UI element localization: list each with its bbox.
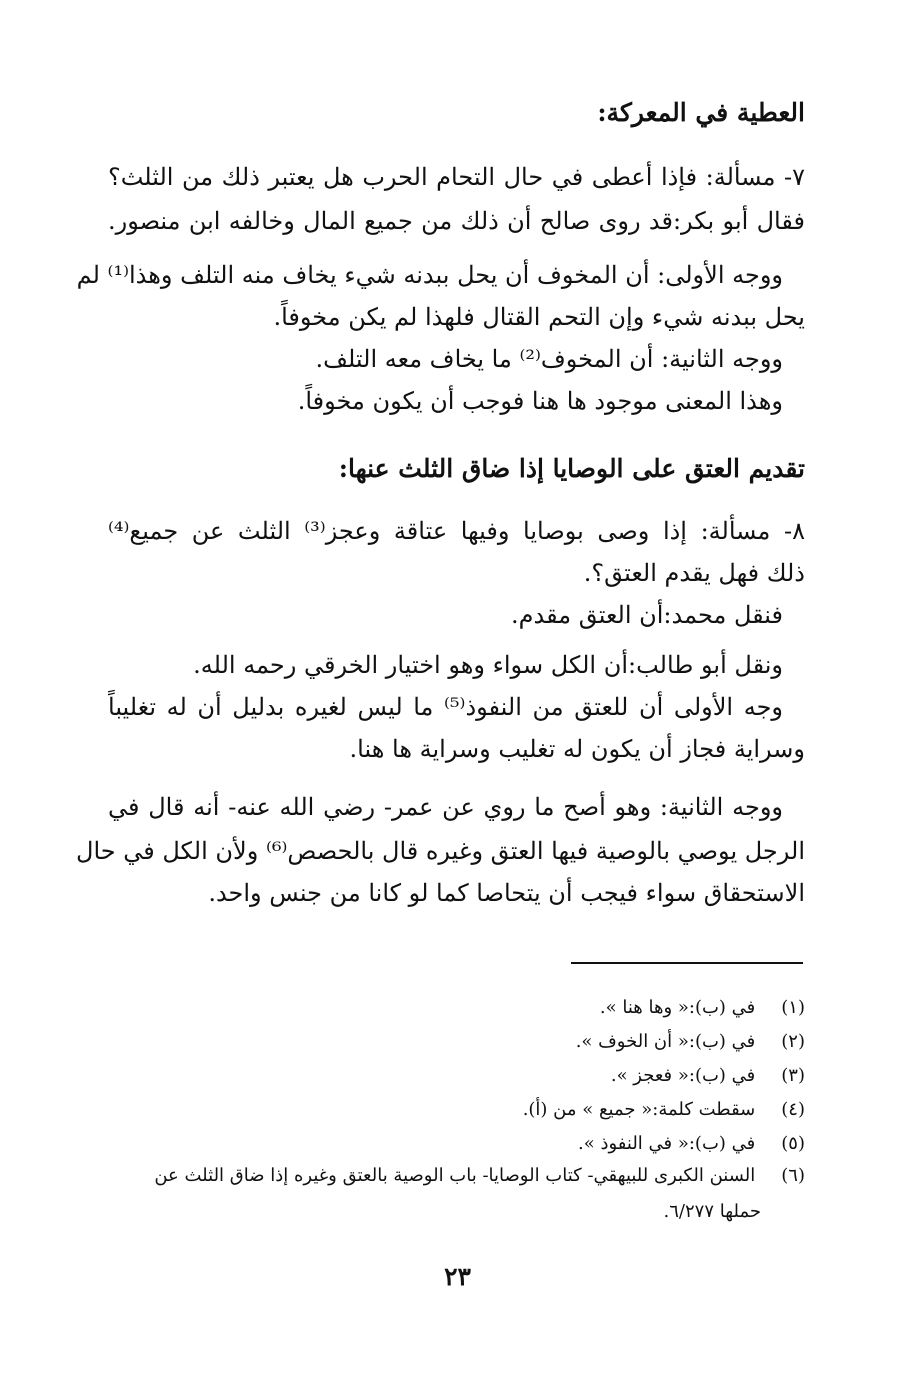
issue-8-line-1: ٨- مسألة: إذا وصى بوصايا وفيها عتاقة وعجز⁽³⁾ الثلث عن جميع⁽⁴⁾	[108, 517, 806, 545]
footnote-text: في (ب):« وها هنا ».	[599, 997, 756, 1018]
muhammad-report: فنقل محمد:أن العتق مقدم.	[510, 601, 783, 629]
footnote-5	[578, 1130, 805, 1158]
issue-7-line-2: فقال أبو بكر:قد روى صالح أن ذلك من جميع المال وخالفه ابن منصور.	[108, 207, 805, 235]
footnote-number: (٣)	[781, 1065, 805, 1086]
footnote-3	[611, 1062, 805, 1090]
footnote-text: في (ب):« في النفوذ ».	[578, 1133, 756, 1154]
first-view-line-2: يحل ببدنه شيء وإن التحم القتال فلهذا لم يكن مخوفاً.	[273, 303, 805, 331]
footnote-number: (٢)	[781, 1031, 805, 1052]
first-reasoning-line-1: وجه الأولى أن للعتق من النفوذ⁽⁵⁾ ما ليس لغيره بدليل أن له تغليباً	[108, 693, 784, 721]
second-view-line-2: وهذا المعنى موجود ها هنا فوجب أن يكون مخوفاً.	[297, 387, 783, 415]
footnote-1	[600, 994, 805, 1022]
footnote-6-continuation: حملها ٦/٢٧٧.	[663, 1201, 761, 1222]
footnote-number: (٤)	[781, 1099, 805, 1120]
footnote-2	[576, 1028, 805, 1056]
page-number: ٢٣	[444, 1262, 471, 1291]
heading-manumission-precedence: تقديم العتق على الوصايا إذا ضاق الثلث عنها:	[338, 454, 805, 483]
footnote-6	[154, 1162, 805, 1190]
issue-7-line-1: ٧- مسألة: فإذا أعطى في حال التحام الحرب هل يعتبر ذلك من الثلث؟	[108, 163, 805, 191]
footnote-number: (١)	[781, 997, 805, 1018]
footnote-4	[523, 1096, 805, 1124]
footnote-text: في (ب):« أن الخوف ».	[575, 1031, 756, 1052]
footnote-divider	[571, 962, 803, 964]
second-reasoning-line-1: ووجه الثانية: وهو أصح ما روي عن عمر- رضي الله عنه- أنه قال في	[108, 793, 783, 821]
footnote-text: السنن الكبرى للبيهقي- كتاب الوصايا- باب الوصية بالعتق وغيره إذا ضاق الثلث عن	[154, 1165, 756, 1186]
footnote-number: (٥)	[781, 1133, 805, 1154]
footnote-text: سقطت كلمة:« جميع » من (أ).	[522, 1099, 756, 1120]
abu-talib-report: ونقل أبو طالب:أن الكل سواء وهو اختيار الخرقي رحمه الله.	[193, 651, 783, 679]
first-view-line-1: ووجه الأولى: أن المخوف أن يحل ببدنه شيء يخاف منه التلف وهذا⁽¹⁾ لم	[76, 261, 783, 289]
issue-8-line-2: ذلك فهل يقدم العتق؟.	[583, 559, 805, 587]
heading-gift-in-battle: العطية في المعركة:	[597, 98, 805, 127]
second-reasoning-line-2: الرجل يوصي بالوصية فيها العتق وغيره قال بالحصص⁽⁶⁾ ولأن الكل في حال	[76, 837, 805, 865]
footnote-text: في (ب):« فعجز ».	[610, 1065, 756, 1086]
footnote-number: (٦)	[781, 1165, 805, 1186]
first-reasoning-line-2: وسراية فجاز أن يكون له تغليب وسراية ها هنا.	[349, 735, 805, 763]
second-reasoning-line-3: الاستحقاق سواء فيجب أن يتحاصا كما لو كانا من جنس واحد.	[208, 879, 805, 907]
second-view-line-1: ووجه الثانية: أن المخوف⁽²⁾ ما يخاف معه التلف.	[315, 345, 783, 373]
